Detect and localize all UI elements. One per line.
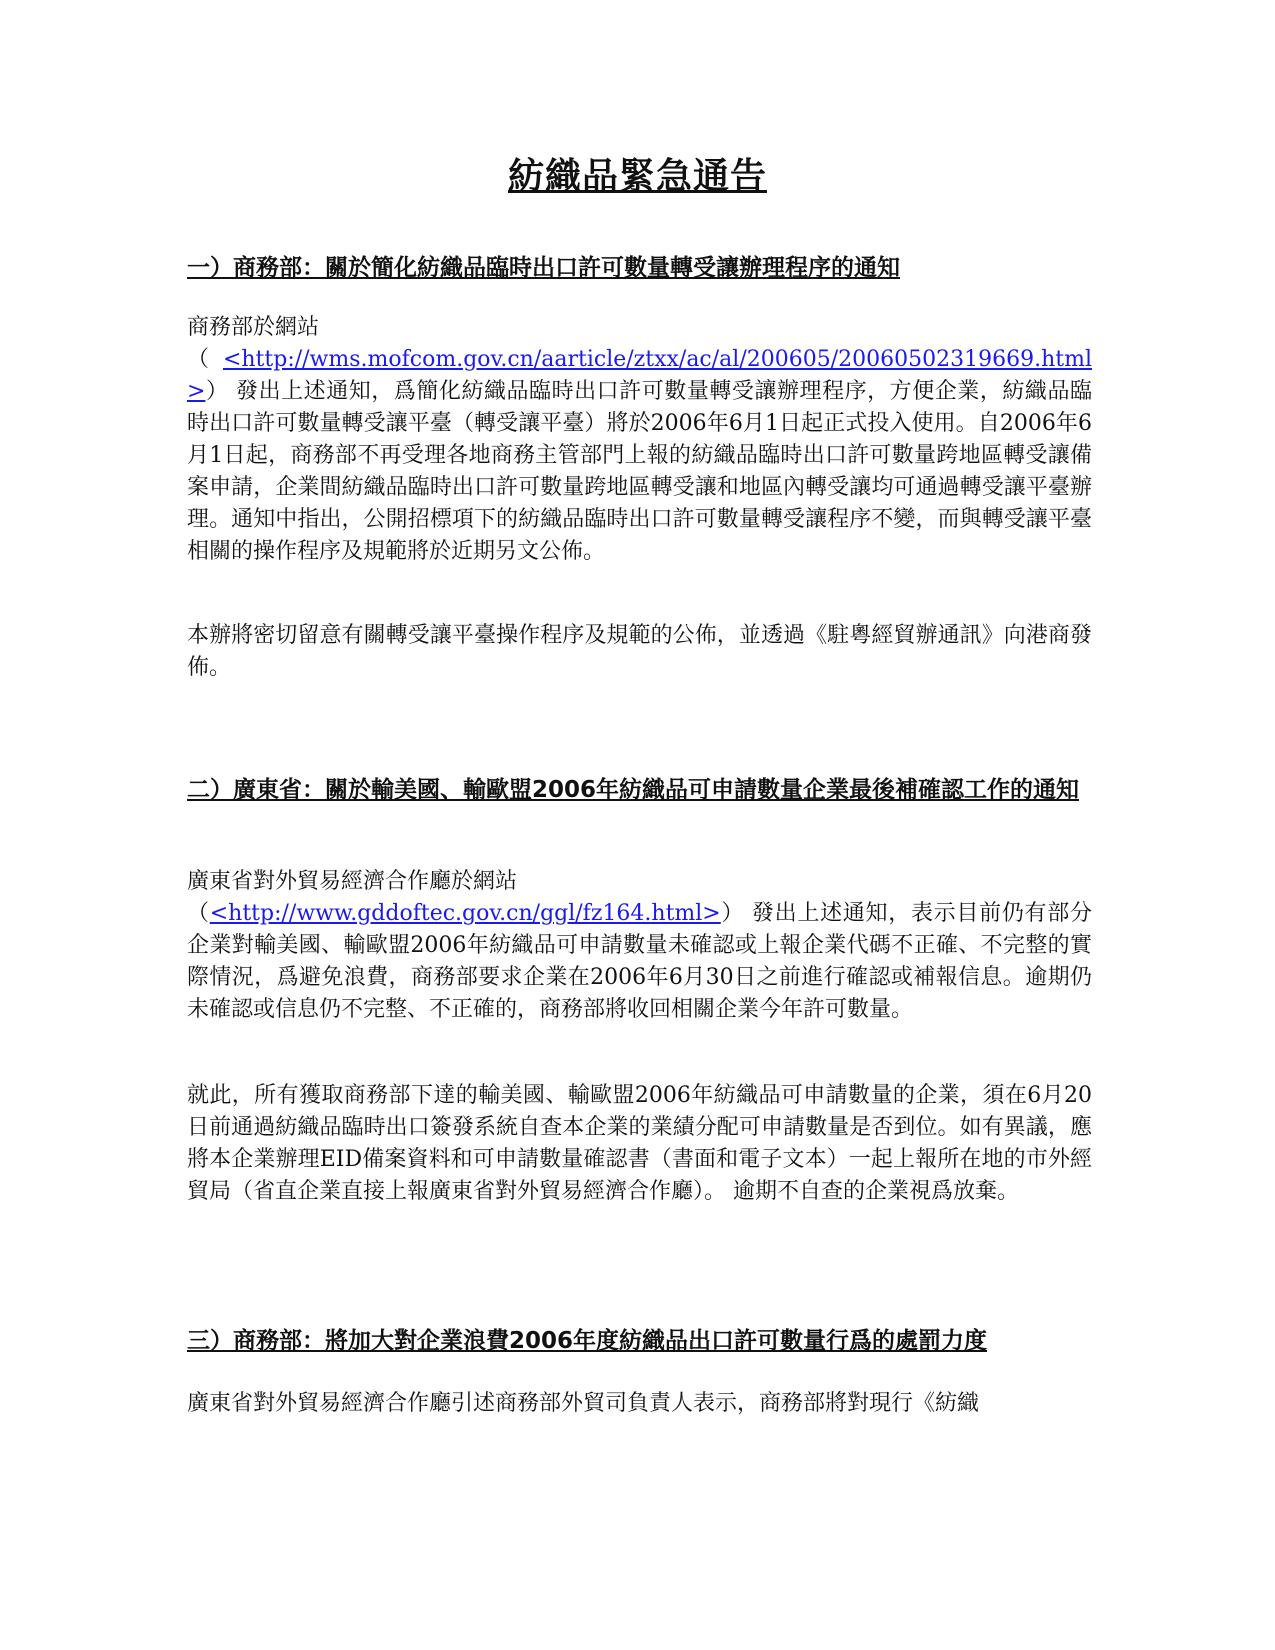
section-2-body-text: ） 發出上述通知，表示目前仍有部分企業對輸美國、輸歐盟2006年紡織品可申請數量未確認或上報企業代碼不正確、不完整的實際情況，爲避免浪費，商務部要求企業在2006年6月30日之前進行確認或補報信息。逾期仍未確認或信息仍不完整、不正確的，商務部將收回相關企業今年許可數量。: [187, 901, 1092, 1022]
section-1-intro: 商務部於網站: [187, 315, 320, 340]
section-2-paragraph-1: [187, 866, 1092, 1026]
section-2-source-link[interactable]: <http://www.gddoftec.gov.cn/ggl/fz164.html>: [209, 901, 721, 926]
section-1-body-text: ） 發出上述通知，爲簡化紡織品臨時出口許可數量轉受讓辦理程序，方便企業，紡織品臨時出口許可數量轉受讓平臺（轉受讓平臺）將於2006年6月1日起正式投入使用。自2006年6月1日起，商務部不再受理各地商務主管部門上報的紡織品臨時出口許可數量跨地區轉受讓備案申請，企業間紡織品臨時出口許可數量跨地區轉受讓和地區內轉受讓均可通過轉受讓平臺辦理。通知中指出，公開招標項下的紡織品臨時出口許可數量轉受讓程序不變，而與轉受讓平臺相關的操作程序及規範將於近期另文公佈。: [187, 379, 1092, 564]
section-2-paragraph-2: 就此，所有獲取商務部下達的輸美國、輸歐盟2006年紡織品可申請數量的企業，須在6月20日前通過紡織品臨時出口簽發系統自查本企業的業績分配可申請數量是否到位。如有異議，應將本企業辦理EID備案資料和可申請數量確認書（書面和電子文本）一起上報所在地的市外經貿局（省直企業直接上報廣東省對外貿易經濟合作廳）。 逾期不自查的企業視爲放棄。: [187, 1083, 1092, 1204]
section-2-intro: 廣東省對外貿易經濟合作廳於網站: [187, 869, 518, 894]
section-1-paragraph-1: [187, 312, 1092, 568]
section-1-heading: 一）商務部：關於簡化紡織品臨時出口許可數量轉受讓辦理程序的通知: [187, 255, 900, 281]
section-1-paragraph-2: 本辦將密切留意有關轉受讓平臺操作程序及規範的公佈，並透過《駐粵經貿辦通訊》向港商發佈。: [187, 623, 1092, 680]
section-3-heading: 三）商務部：將加大對企業浪費2006年度紡織品出口許可數量行爲的處罰力度: [187, 1328, 988, 1354]
page-title: 紡織品緊急通告: [507, 156, 767, 197]
section-1-source-link[interactable]: <http://wms.mofcom.gov.cn/aarticle/ztxx/ac/al/200605/20060502319669.html>: [187, 347, 1092, 404]
section-2-heading: 二）廣東省：關於輸美國、輸歐盟2006年紡織品可申請數量企業最後補確認工作的通知: [187, 777, 1080, 803]
section-2-open-paren: （: [187, 901, 210, 926]
section-1-open-paren: （: [187, 347, 223, 372]
section-3-paragraph-1: 廣東省對外貿易經濟合作廳引述商務部外貿司負責人表示，商務部將對現行《紡織: [187, 1391, 980, 1416]
